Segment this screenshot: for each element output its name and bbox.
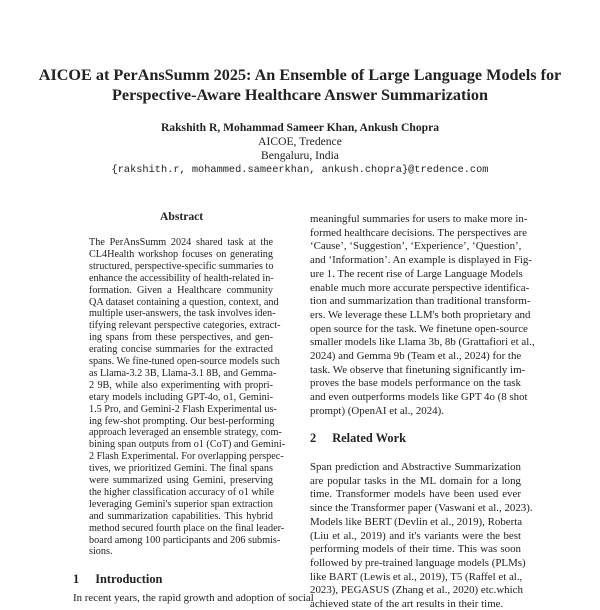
- text-line: erating concise summaries for the extracted: [89, 344, 273, 356]
- text-line: bining span outputs from o1 (CoT) and Gemini-: [89, 439, 286, 451]
- text-line: meaningful summaries for users to make more in-: [310, 213, 528, 225]
- text-line: and summarization capabilities. This hybrid: [89, 510, 273, 522]
- text-line: are popular tasks in the ML domain for a long: [310, 474, 521, 487]
- paper-title-line-1: AICOE at PerAnsSumm 2025: An Ensemble of Large Language Models for: [38, 66, 562, 84]
- introduction-heading: [73, 572, 162, 587]
- section-number: 1: [73, 572, 80, 586]
- text-line: open source for the task. We finetune open-source: [310, 322, 528, 335]
- text-line: ure 1. The recent rise of Large Language Models: [310, 267, 523, 280]
- text-line: board among 100 participants and 206 submis-: [89, 534, 281, 546]
- text-line: as Llama-3.2 3B, Llama-3.1 8B, and Gemma-: [89, 367, 277, 379]
- section-number: 2: [310, 431, 317, 445]
- text-line: The PerAnsSumm 2024 shared task at the: [89, 237, 273, 248]
- text-line: formed healthcare decisions. The perspectives are: [310, 226, 527, 239]
- text-line: ing few-shot prompting. Our best-performing: [89, 415, 275, 427]
- authors: Rakshith R, Mohammad Sameer Khan, Ankush Chopra: [160, 121, 440, 134]
- text-line: spans. We fine-tuned open-source models such: [89, 356, 280, 367]
- text-line: formation. Given a Healthcare community: [89, 284, 273, 296]
- text-line: sions.: [89, 546, 113, 558]
- section-title: Related Work: [332, 431, 406, 445]
- text-line: since the Transformer paper (Vaswani et al., 2023).: [310, 502, 533, 515]
- text-line: In recent years, the rapid growth and adoption of social: [73, 592, 314, 604]
- text-line: (Liu et al., 2019) and it's variants were the best: [310, 529, 521, 542]
- affiliation: AICOE, Tredence: [258, 135, 342, 148]
- location: Bengaluru, India: [261, 149, 339, 162]
- text-line: 2024) and Gemma 9b (Team et al., 2024) for the: [310, 350, 522, 362]
- text-line: 2 Flash Experimental. For overlapping perspec-: [89, 451, 284, 463]
- text-line: time. Transformer models have been used ever: [310, 488, 521, 501]
- text-line: tives, we prioritized Gemini. The final spans: [89, 463, 273, 475]
- text-line: enhance the accessibility of health-related in-: [89, 272, 274, 284]
- text-line: smaller models like Llama 3b, 8b (Grattafiori et al.,: [310, 336, 535, 349]
- abstract-heading: Abstract: [160, 210, 204, 223]
- section-title: Introduction: [95, 572, 163, 586]
- text-line: leveraging Gemini's superior span extraction: [89, 498, 273, 510]
- text-line: Models like BERT (Devlin et al., 2019), Roberta: [310, 515, 523, 528]
- text-line: CL4Health workshop focuses on generating: [89, 248, 273, 260]
- text-line: structured, perspective-specific summaries to: [89, 260, 274, 272]
- text-line: performing models of their time. This was soon: [310, 543, 521, 556]
- text-line: ing spans from these perspectives, and gen-: [89, 332, 273, 344]
- text-line: tion and summarization than traditional transform-: [310, 295, 531, 308]
- text-line: 2023), PEGASUS (Zhang et al., 2020) etc.which: [310, 584, 523, 597]
- text-line: ers. We leverage these LLM's both proprietary and: [310, 308, 531, 321]
- text-line: task. We observe that finetuning significantly im-: [310, 363, 526, 376]
- text-line: approach leveraged an ensemble strategy, com-: [89, 427, 282, 439]
- text-line: multiple user-answers, the task involves iden-: [89, 308, 276, 320]
- text-line: prompt) (OpenAI et al., 2024).: [310, 404, 444, 417]
- text-line: enable much more accurate perspective identifica-: [310, 281, 530, 294]
- text-line: ‘Cause’, ‘Suggestion’, ‘Experience’, ‘Question’,: [310, 240, 522, 253]
- text-line: tifying relevant perspective categories, extract-: [89, 320, 281, 332]
- paper-title-line-2: Perspective-Aware Healthcare Answer Summarization: [112, 86, 488, 104]
- text-line: and ‘Information’. An example is displayed in Fig-: [310, 254, 533, 267]
- text-line: followed by pre-trained language models (PLMs): [310, 556, 526, 569]
- text-line: the higher classification accuracy of o1 while: [89, 486, 274, 498]
- text-line: were summarized using Gemini, preserving: [89, 475, 273, 486]
- text-line: proves the base models performance on the task: [310, 377, 521, 390]
- text-line: achieved state of the art results in their time.: [310, 598, 504, 610]
- text-line: etary models including GPT-4o, o1, Gemini-: [89, 391, 273, 403]
- text-line: QA dataset containing a question, context, and: [89, 296, 279, 308]
- text-line: 2 9B, while also experimenting with propri-: [89, 379, 273, 391]
- text-line: method secured fourth place on the final leader-: [89, 522, 285, 534]
- text-line: like BART (Lewis et al., 2019), T5 (Raffel et al.,: [310, 570, 523, 583]
- text-line: Span prediction and Abstractive Summarization: [310, 461, 521, 473]
- text-line: 1.5 Pro, and Gemini-2 Flash Experimental us-: [89, 403, 277, 415]
- related-work-heading: [310, 431, 406, 446]
- author-emails: {rakshith.r, mohammed.sameerkhan, ankush.chopra}@tredence.com: [111, 164, 489, 176]
- text-line: and even outperforms models like GPT 4o (8 shot: [310, 391, 528, 404]
